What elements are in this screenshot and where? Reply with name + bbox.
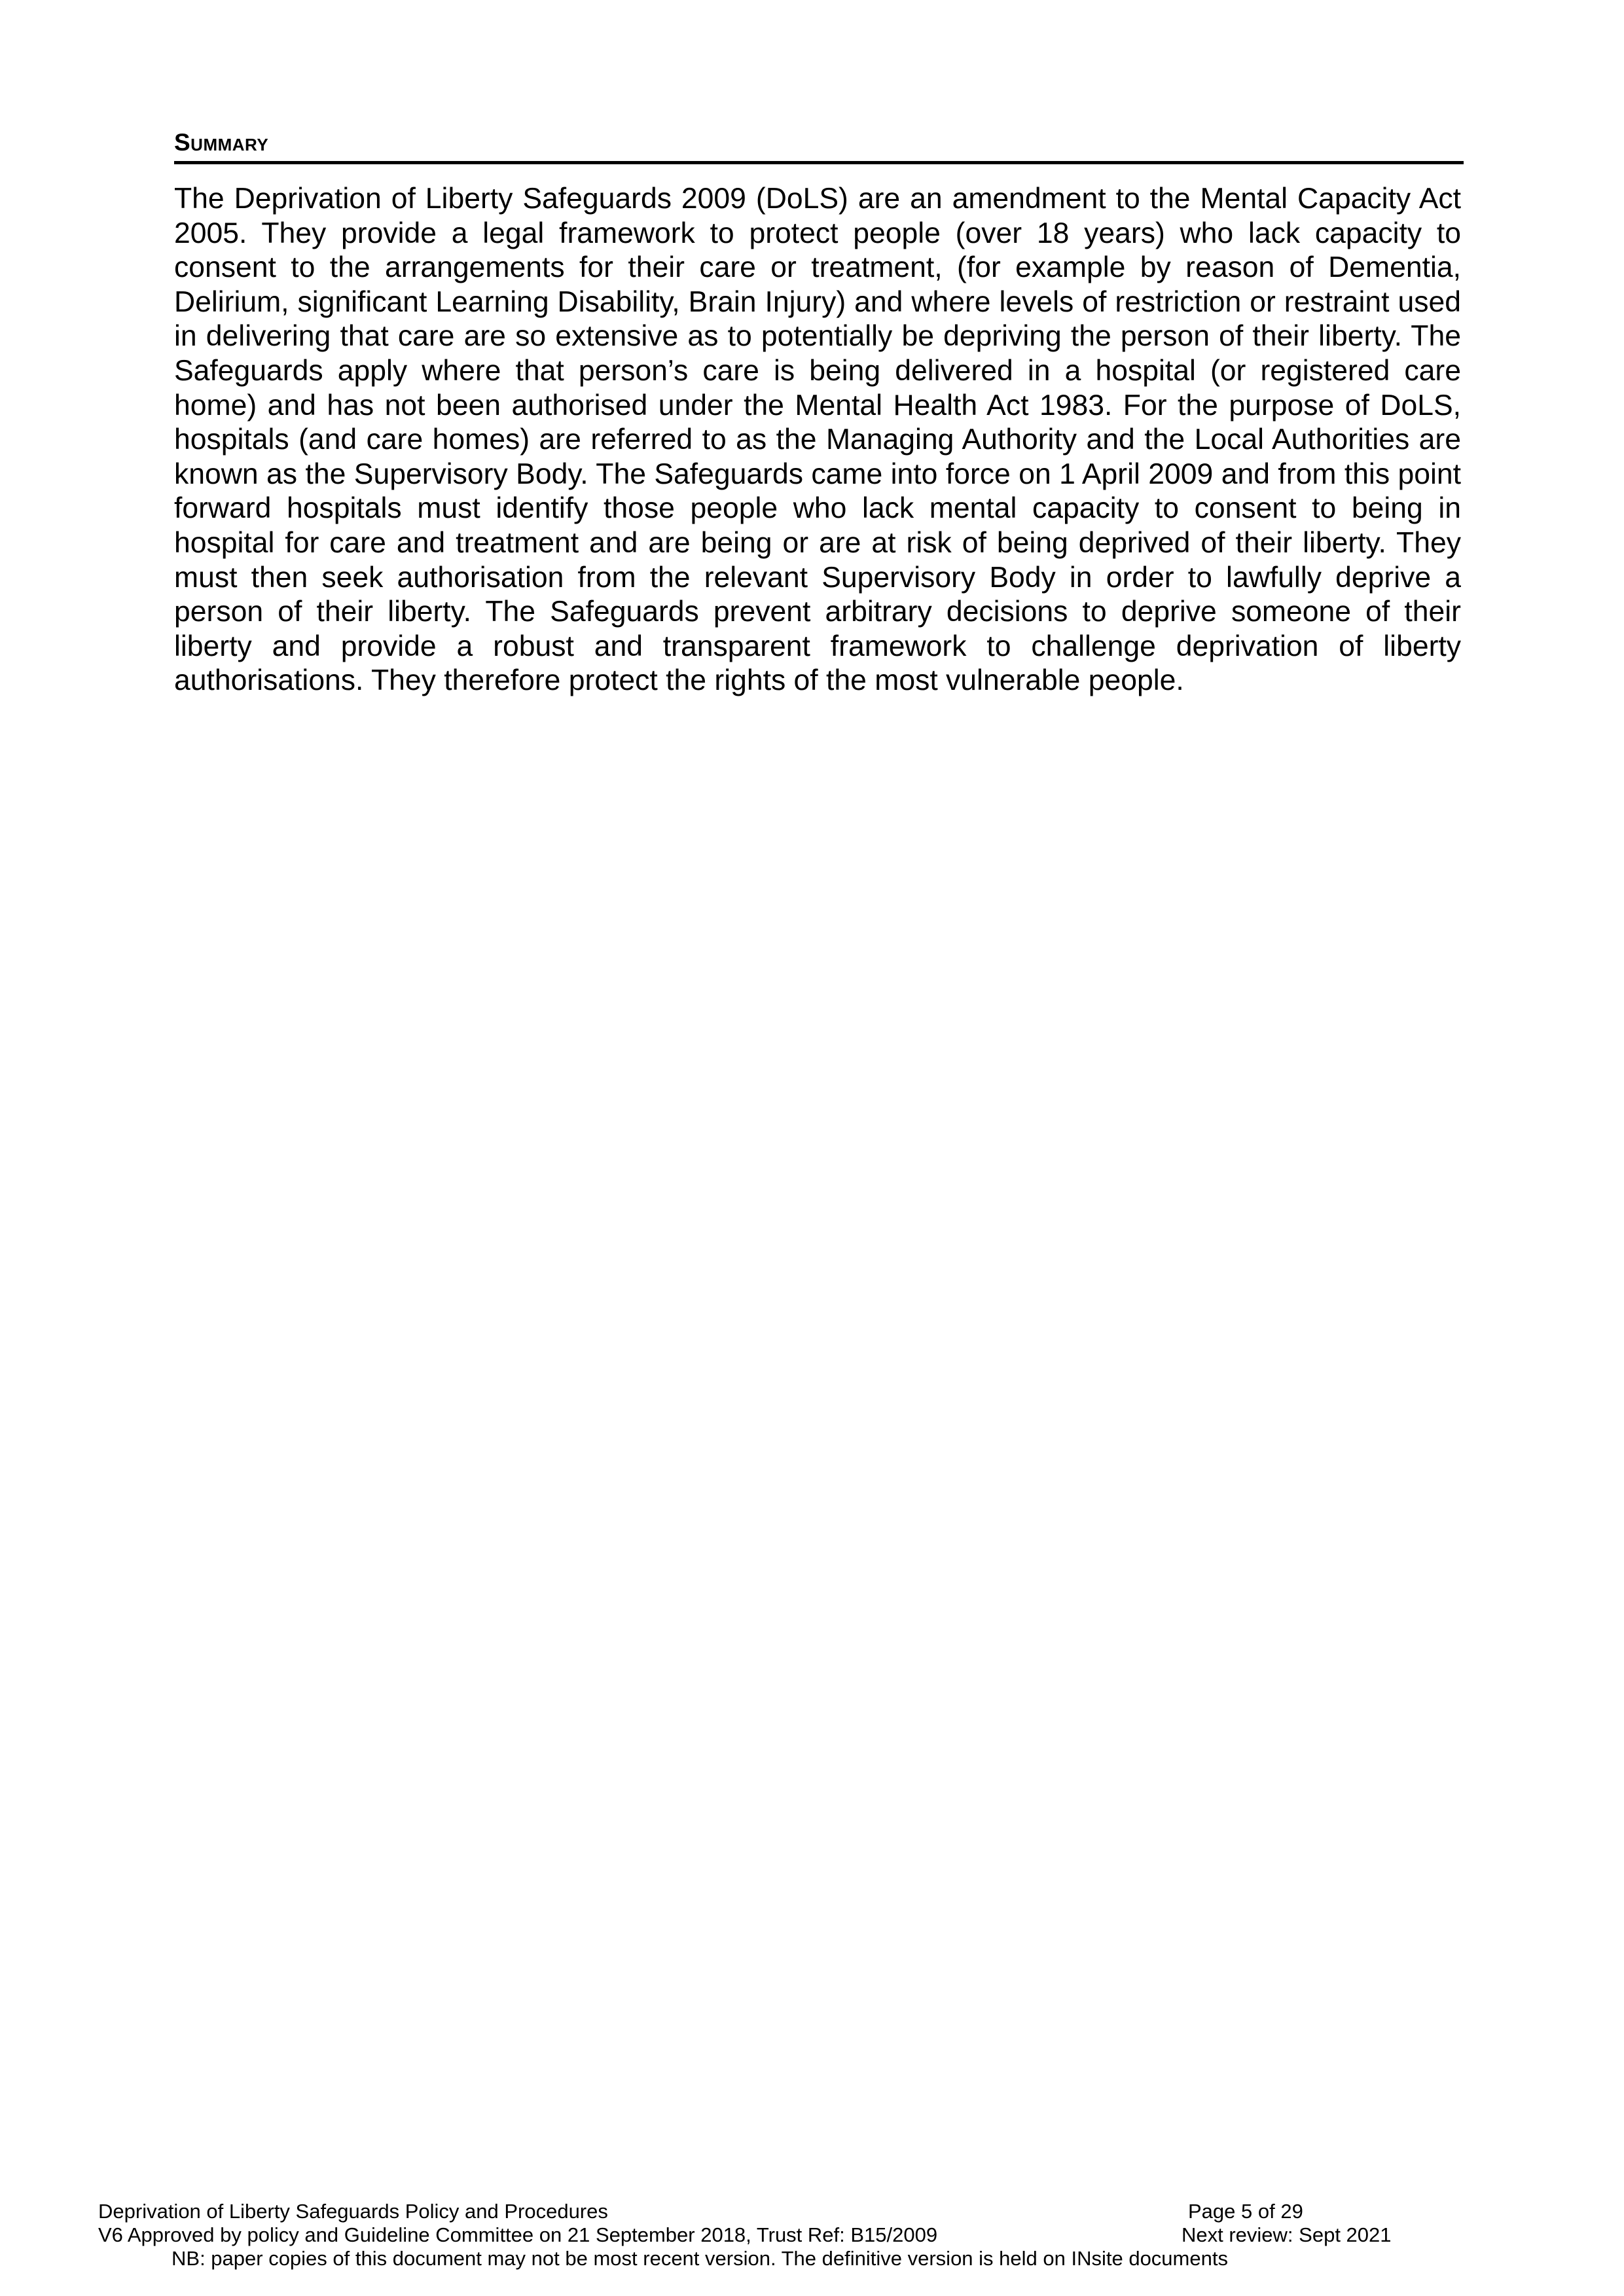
footer-page-number: Page 5 of 29: [1188, 2200, 1303, 2223]
footer-approval: V6 Approved by policy and Guideline Committee on 21 September 2018, Trust Ref: B15/2009: [98, 2223, 938, 2246]
page-footer: [98, 2200, 1407, 2270]
footer-row-3: [98, 2247, 1407, 2270]
footer-next-review: Next review: Sept 2021: [1182, 2223, 1392, 2246]
summary-paragraph: The Deprivation of Liberty Safeguards 2009 (DoLS) are an amendment to the Mental Capacity Act 2005. They provide a legal framework to protect people (over 18 years) who lack capacity to consent to the arrangements for their care or treatment, (for example by reason of Dementia, Delirium, significant Learning Disability, Brain Injury) and where levels of restriction or restraint used in delivering that care are so extensive as to potentially be depriving the person of their liberty. The Safeguards apply where that person’s care is being delivered in a hospital (or registered care home) and has not been authorised under the Mental Health Act 1983. For the purpose of DoLS, hospitals (and care homes) are referred to as the Managing Authority and the Local Authorities are known as the Supervisory Body. The Safeguards came into force on 1 April 2009 and from this point forward hospitals must identify those people who lack mental capacity to consent to being in hospital for care and treatment and are being or are at risk of being deprived of their liberty. They must then seek authorisation from the relevant Supervisory Body in order to lawfully deprive a person of their liberty. The Safeguards prevent arbitrary decisions to deprive someone of their liberty and provide a robust and transparent framework to challenge deprivation of liberty authorisations. They therefore protect the rights of the most vulnerable people.: [174, 183, 1461, 697]
footer-document-title: Deprivation of Liberty Safeguards Policy and Procedures: [98, 2200, 608, 2223]
footer-row-2: [98, 2223, 1407, 2247]
summary-heading: Summary: [174, 127, 1464, 164]
footer-row-1: [98, 2200, 1407, 2223]
footer-note: NB: paper copies of this document may not be most recent version. The definitive version is held on INsite documents: [171, 2247, 1228, 2270]
